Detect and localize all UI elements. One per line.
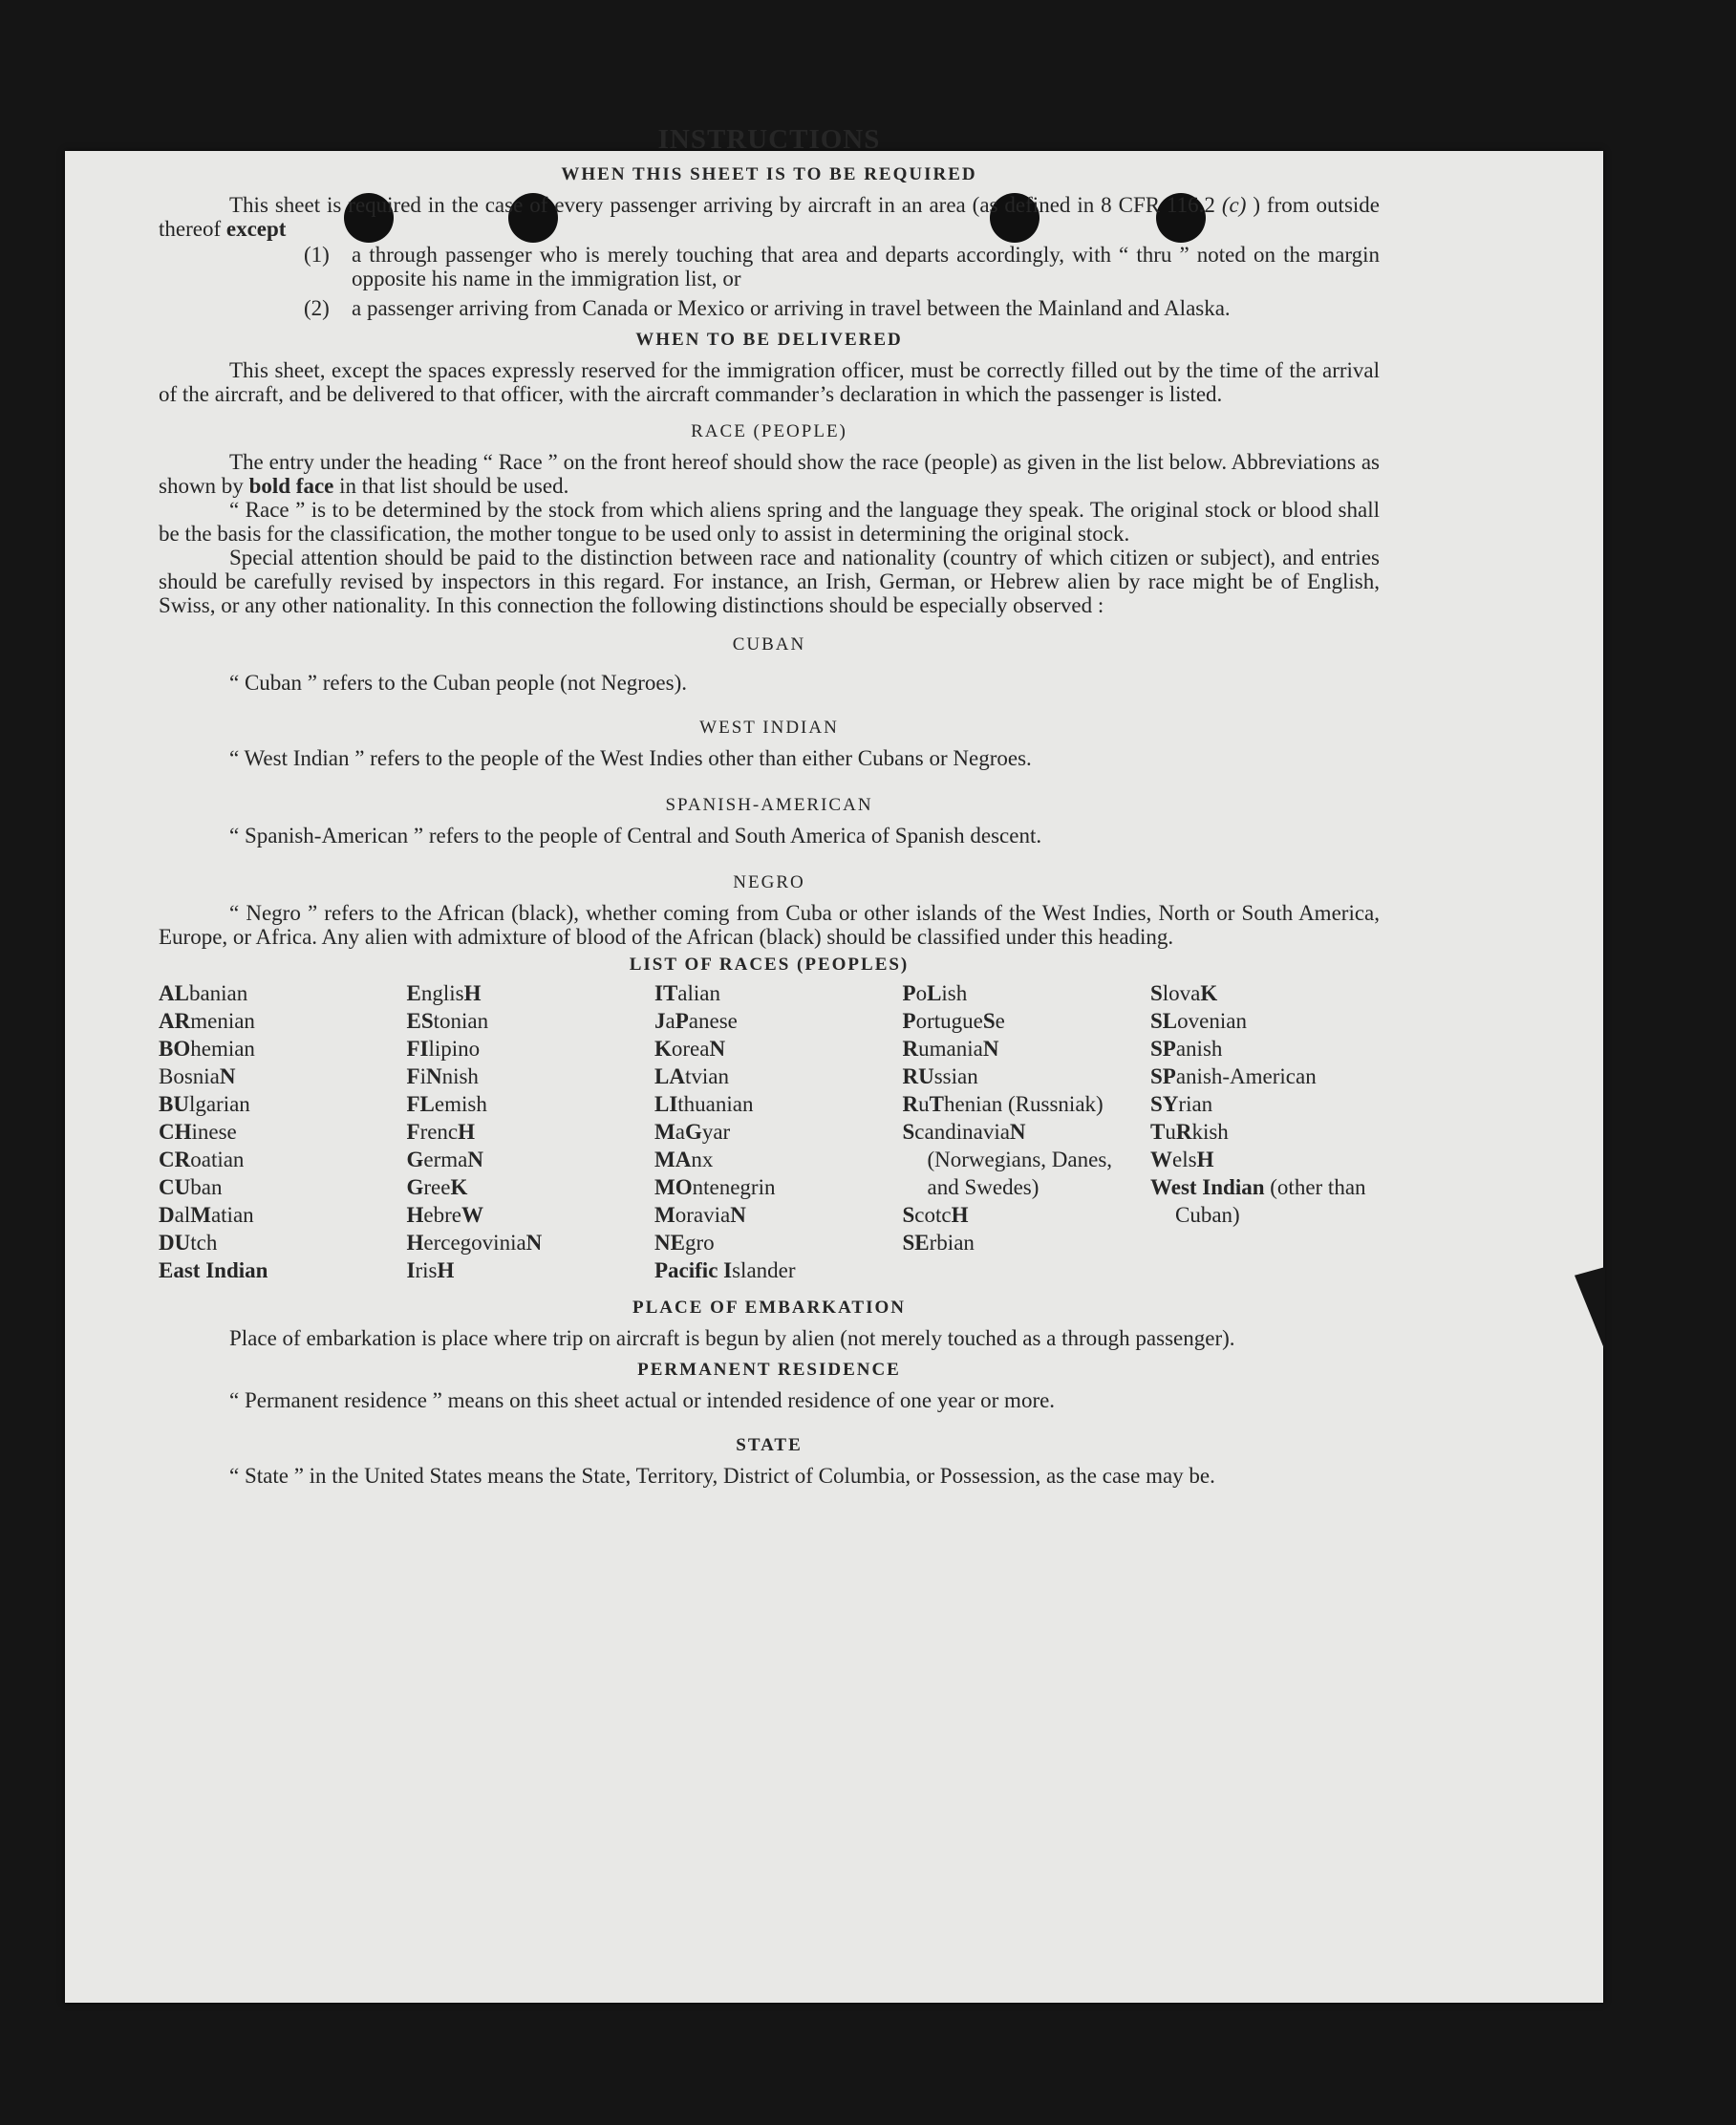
race-entry: SPanish-American (1150, 1064, 1317, 1088)
race-column (654, 979, 884, 1284)
paragraph: “ West Indian ” refers to the people of the West Indies other than either Cubans or Negroes. (229, 746, 1032, 770)
paragraph: Special attention should be paid to the distinction between race and nationality (country of which citizen or subject), and entries should be carefully revised by inspectors in this regard. For instance, an Irish, German, or Hebrew alien by race might be of English, Swiss, or any other nationality. In this connection the following distinctions should be especially observed : (159, 546, 1380, 617)
race-entry: SlovaK (1150, 981, 1218, 1005)
required-intro: This sheet is required in the case of every passenger arriving by aircraft in an area (as defined in 8 CFR 116.2 (c) ) from outside thereof except (159, 193, 1380, 241)
paragraph: “ Race ” is to be determined by the stock from which aliens spring and the language they speak. The original stock or blood shall be the basis for the classification, the mother tongue to be used only to assist in determining the original stock. (159, 498, 1380, 546)
race-entry: HercegoviniaN (406, 1231, 543, 1255)
race-entry: FiNnish (406, 1064, 479, 1088)
paragraph: “ State ” in the United States means the State, Territory, District of Columbia, or Possession, as the case may be. (229, 1464, 1215, 1488)
race-entry: RUssian (902, 1064, 978, 1088)
section-heading: SPANISH-AMERICAN (665, 795, 873, 815)
race-entry: ScandinaviaN (Norwegians, Danes, and Swedes) (902, 1120, 1113, 1199)
paragraph: “ Spanish-American ” refers to the people of Central and South America of Spanish descent. (229, 824, 1042, 848)
race-column (1150, 979, 1380, 1284)
section-heading: LIST OF RACES (PEOPLES) (629, 955, 910, 975)
race-entry: CHinese (159, 1120, 237, 1144)
race-entry: IrisH (406, 1258, 455, 1282)
race-column (159, 979, 388, 1284)
race-entry: GermaN (406, 1148, 483, 1171)
paragraph: The entry under the heading “ Race ” on the front hereof should show the race (people) as given in the list below. Abbreviations as shown by bold face in that list should be used. (159, 450, 1380, 498)
race-entry: KoreaN (654, 1037, 726, 1061)
section-heading: CUBAN (732, 634, 806, 655)
section-heading: RACE (PEOPLE) (691, 421, 847, 441)
race-entry: BOhemian (159, 1037, 255, 1061)
race-entry: ARmenian (159, 1009, 255, 1033)
race-entry: PortugueSe (902, 1009, 1005, 1033)
race-entry: MoraviaN (654, 1203, 746, 1227)
race-entry: East Indian (159, 1258, 268, 1282)
race-entry: MAnx (654, 1148, 714, 1171)
race-entry: CUban (159, 1175, 223, 1199)
race-entry: JaPanese (654, 1009, 738, 1033)
race-entry: ALbanian (159, 981, 248, 1005)
race-entry: BosniaN (159, 1064, 236, 1088)
race-entry: FLemish (406, 1092, 487, 1116)
race-entry: FIlipino (406, 1037, 481, 1061)
section-heading: PERMANENT RESIDENCE (637, 1360, 901, 1380)
race-entry: SPanish (1150, 1037, 1223, 1061)
torn-edge (1567, 1267, 1605, 1351)
race-entry: CRoatian (159, 1148, 245, 1171)
race-column (903, 979, 1132, 1284)
race-entry: RuThenian (Russniak) (902, 1092, 1104, 1116)
paragraph: “ Negro ” refers to the African (black), whether coming from Cuba or other islands of the West Indies, North or South America, Europe, or Africa. Any alien with admixture of blood of the African (black) should be classified under this heading. (159, 901, 1380, 949)
race-entry: West Indian (other than Cuban) (1150, 1175, 1366, 1227)
race-entry: SLovenian (1150, 1009, 1247, 1033)
paragraph: This sheet, except the spaces expressly reserved for the immigration officer, must be correctly filled out by the time of the arrival of the aircraft, and be delivered to that officer, with the aircraft commander’s declaration in which the passenger is listed. (159, 358, 1380, 406)
exception-item: (2) a passenger arriving from Canada or Mexico or arriving in travel between the Mainland and Alaska. (304, 296, 1231, 320)
paragraph: Place of embarkation is place where trip on aircraft is begun by alien (not merely touched as a through passenger). (229, 1326, 1235, 1350)
race-entry: GreeK (406, 1175, 468, 1199)
paragraph: “ Permanent residence ” means on this sheet actual or intended residence of one year or more. (229, 1388, 1056, 1412)
page-title: INSTRUCTIONS (657, 124, 881, 155)
race-entry: Pacific Islander (654, 1258, 796, 1282)
race-entry: EnglisH (406, 981, 482, 1005)
race-entry: RumaniaN (902, 1037, 999, 1061)
race-entry: LIthuanian (654, 1092, 754, 1116)
race-list (159, 979, 1380, 1284)
race-entry: FrencH (406, 1120, 476, 1144)
document-content (159, 124, 1380, 1488)
exception-item: (1) a through passenger who is merely touching that area and departs accordingly, with “ thru ” noted on the margin opposite his name in the immigration list, or (304, 243, 1380, 290)
race-entry: DUtch (159, 1231, 218, 1255)
race-entry: BUlgarian (159, 1092, 250, 1116)
race-entry: SErbian (902, 1231, 975, 1255)
race-column (407, 979, 636, 1284)
paragraph: “ Cuban ” refers to the Cuban people (not Negroes). (229, 671, 688, 695)
race-entry: EStonian (406, 1009, 489, 1033)
section-heading: WEST INDIAN (699, 718, 839, 738)
race-entry: ITalian (654, 981, 720, 1005)
section-heading: STATE (736, 1435, 803, 1455)
race-entry: MOntenegrin (654, 1175, 776, 1199)
race-entry: WelsH (1150, 1148, 1214, 1171)
race-entry: PoLish (902, 981, 968, 1005)
race-entry: ScotcH (902, 1203, 969, 1227)
race-entry: MaGyar (654, 1120, 731, 1144)
section-heading: PLACE OF EMBARKATION (632, 1298, 906, 1318)
race-entry: SYrian (1150, 1092, 1213, 1116)
race-entry: NEgro (654, 1231, 715, 1255)
section-heading: WHEN TO BE DELIVERED (635, 330, 903, 350)
section-heading: WHEN THIS SHEET IS TO BE REQUIRED (561, 164, 977, 184)
race-entry: DalMatian (159, 1203, 254, 1227)
race-entry: TuRkish (1150, 1120, 1229, 1144)
section-heading: NEGRO (733, 872, 805, 892)
race-entry: LAtvian (654, 1064, 729, 1088)
race-entry: HebreW (406, 1203, 483, 1227)
